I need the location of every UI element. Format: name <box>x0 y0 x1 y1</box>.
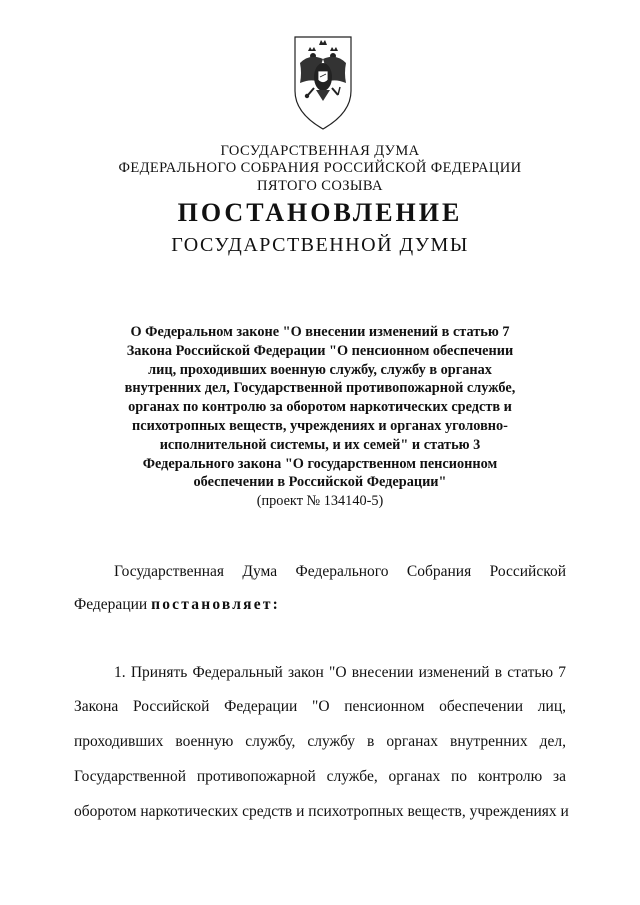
resolution-subject <box>100 323 540 511</box>
preamble-line-2 <box>74 596 566 614</box>
document-title: ПОСТАНОВЛЕНИЕ <box>177 198 463 227</box>
item-1-line: проходивших военную службу, службу в органах внутренних дел, <box>74 733 566 750</box>
subject-line: психотропных веществ, учреждениях и органах уголовно- <box>132 417 508 434</box>
document-subtitle: ГОСУДАРСТВЕННОЙ ДУМЫ <box>171 234 469 256</box>
bill-project-number: (проект № 134140-5) <box>256 493 384 510</box>
subject-line: О Федеральном законе "О внесении изменений в статью 7 <box>130 324 510 340</box>
item-1-line: оборотом наркотических средств и психотропных веществ, учреждениях и <box>74 803 569 820</box>
preamble-line-1: Государственная Дума Федерального Собрания Российской <box>114 563 566 580</box>
preamble-prefix: Федерации <box>74 596 148 613</box>
item-1-line: 1. Принять Федеральный закон "О внесении изменений в статью 7 <box>114 664 566 681</box>
subject-line: обеспечении в Российской Федерации" <box>193 474 447 491</box>
coat-of-arms-emblem <box>290 33 356 133</box>
header-convocation: ПЯТОГО СОЗЫВА <box>257 178 383 194</box>
preamble-decree-word: постановляет: <box>151 596 280 613</box>
item-1-line: Закона Российской Федерации "О пенсионном обеспечении лиц, <box>74 698 566 715</box>
subject-line: внутренних дел, Государственной противопожарной службе, <box>124 380 516 397</box>
subject-line: исполнительной системы, и их семей" и статью 3 <box>159 436 481 453</box>
subject-line: Закона Российской Федерации "О пенсионном обеспечении <box>126 342 514 359</box>
header-federal-assembly: ФЕДЕРАЛЬНОГО СОБРАНИЯ РОССИЙСКОЙ ФЕДЕРАЦИИ <box>118 160 522 176</box>
subject-line: лиц, проходивших военную службу, службу в органах <box>148 361 492 378</box>
subject-line: Федерального закона "О государственном пенсионном <box>142 455 498 472</box>
subject-line: органах по контролю за оборотом наркотических средств и <box>128 399 512 416</box>
header-duma: ГОСУДАРСТВЕННАЯ ДУМА <box>220 143 420 159</box>
item-1-line: Государственной противопожарной службе, органах по контролю за <box>74 768 566 785</box>
